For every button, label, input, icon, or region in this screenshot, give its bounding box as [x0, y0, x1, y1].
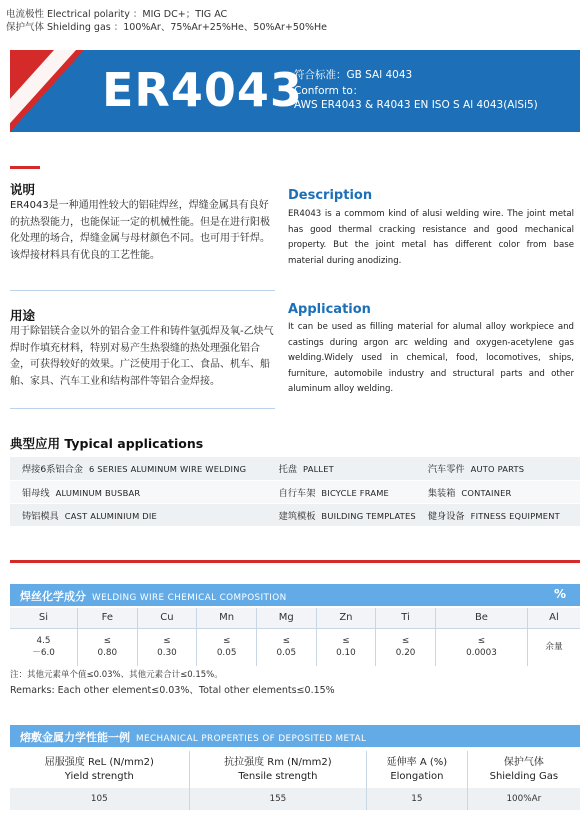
typical-applications-title: 典型应用 Typical applications	[10, 436, 204, 451]
element-value: 余量	[545, 642, 563, 653]
property-value: 15	[367, 788, 468, 810]
application-cell: 健身设备 FITNESS EQUIPMENT	[416, 503, 580, 526]
application-cell: 自行车架 BICYCLE FRAME	[267, 480, 416, 503]
table-row	[10, 480, 580, 503]
application-title-en: Application	[288, 302, 371, 317]
table-header-row	[10, 608, 580, 628]
application-title-cn: 用途	[10, 308, 36, 323]
description-title-en: Description	[288, 188, 373, 203]
element-header: Mg	[256, 608, 316, 628]
section-divider-red	[10, 560, 580, 563]
property-value: 105	[10, 788, 189, 810]
application-body-en: It can be used as filling material for alumal alloy workpiece and castings during argon arc welding and oxygen-acetylene gas welding.Widely used in chemical, food, locomotives, ships, furniture, automobile industry and structural parts and other aluminum alloy welding.	[288, 322, 574, 394]
description-section-mark	[10, 166, 40, 169]
element-header: Zn	[316, 608, 376, 628]
shielding-gas-line: 保护气体 Shielding gas ：100%Ar、75%Ar+25%He、50%Ar+50%He	[6, 22, 327, 33]
element-header: Fe	[77, 608, 137, 628]
application-body-cn: 用于除铝镁合金以外的铝合金工件和铸件氩弧焊及氧-乙炔气焊时作填充材料，特别对易产生热裂缝的热处理强化铝合金，可获得较好的效果。广泛使用于化工、食品、机车、船舶、家具、汽车工业和结构部件等铝合金焊接。	[10, 326, 274, 387]
typical-applications-table	[10, 457, 580, 527]
element-value: ≤ 0.20	[376, 628, 436, 666]
property-header: 保护气体 Shielding Gas	[467, 751, 580, 788]
application-cell: 钼母线 ALUMINUM BUSBAR	[10, 480, 267, 503]
application-divider	[10, 408, 275, 409]
description-body-en: ER4043 is a commom kind of alusi welding wire. The joint metal has good thermal cracking resistance and good mechanical property. But the joint metal has different color from base material during anodizing.	[288, 209, 574, 266]
element-header: Al	[527, 608, 580, 628]
element-value: ≤ 0.80	[77, 628, 137, 666]
application-cell: 铸铝模具 CAST ALUMINIUM DIE	[10, 503, 267, 526]
product-banner	[10, 50, 580, 132]
chem-note-cn: 注：其他元素单个值≤0.03%、其他元素合计≤0.15%。	[10, 670, 223, 680]
conform-to-label: Conform to：	[294, 85, 364, 97]
property-header: 延伸率 A (%) Elongation	[367, 751, 468, 788]
mech-title-cn: 熔敷金属力学性能一例	[20, 731, 130, 744]
element-header: Si	[10, 608, 77, 628]
element-header: Cu	[137, 608, 197, 628]
table-row	[10, 628, 580, 666]
standard-en: AWS ER4043 & R4043 EN ISO S Al 4043(AlSi5)	[294, 99, 538, 111]
application-cell: 托盘 PALLET	[267, 457, 416, 480]
mech-title-en: MECHANICAL PROPERTIES OF DEPOSITED METAL	[136, 734, 367, 744]
chemical-composition-table	[10, 608, 580, 666]
property-header: 抗拉强度 Rm (N/mm2) Tensile strength	[189, 751, 366, 788]
property-header: 屈服强度 ReL (N/mm2) Yield strength	[10, 751, 189, 788]
table-row	[10, 788, 580, 810]
application-cell: 焊接6系铝合金 6 SERIES ALUMINUM WIRE WELDING	[10, 457, 267, 480]
chem-title-en: WELDING WIRE CHEMICAL COMPOSITION	[92, 593, 287, 603]
element-value: ≤ 0.05	[256, 628, 316, 666]
mechanical-properties-table	[10, 751, 580, 810]
property-value: 100%Ar	[467, 788, 580, 810]
chem-note-en: Remarks: Each other element≤0.03%、Total other elements≤0.15%	[10, 685, 335, 696]
table-row	[10, 503, 580, 526]
element-value: ≤ 0.0003	[435, 628, 527, 666]
description-title-cn: 说明	[10, 182, 36, 197]
element-value: ≤ 0.05	[197, 628, 257, 666]
mechanical-properties-header	[10, 725, 580, 747]
element-value: ≤ 0.30	[137, 628, 197, 666]
electrical-polarity-line: 电流极性 Electrical polarity ：MIG DC+；TIG AC	[6, 9, 228, 20]
chem-unit: %	[553, 587, 566, 601]
element-header: Ti	[376, 608, 436, 628]
application-cell: 汽车零件 AUTO PARTS	[416, 457, 580, 480]
table-row	[10, 457, 580, 480]
element-value: ≤ 0.10	[316, 628, 376, 666]
description-divider	[10, 290, 275, 291]
chem-title-cn: 焊丝化学成分	[20, 590, 86, 603]
chemical-composition-header	[10, 584, 580, 606]
element-header: Be	[435, 608, 527, 628]
description-body-cn: ER4043是一种通用性较大的铝硅焊丝，焊缝金属具有良好的抗热裂能力，也能保证一定的机械性能。但是在进行阳极化处理的场合，焊缝金属与母材颜色不同。也可用于钎焊。该焊接材料具有优良的工艺性能。	[10, 200, 270, 261]
element-header: Mn	[197, 608, 257, 628]
property-value: 155	[189, 788, 366, 810]
element-value: 4.5 －6.0	[10, 628, 77, 666]
application-cell: 集装箱 CONTAINER	[416, 480, 580, 503]
product-grade: ER4043	[102, 63, 303, 117]
table-header-row	[10, 751, 580, 788]
standard-cn: 符合标准：GB SAl 4043	[294, 69, 413, 81]
application-cell: 建筑模板 BUILDING TEMPLATES	[267, 503, 416, 526]
